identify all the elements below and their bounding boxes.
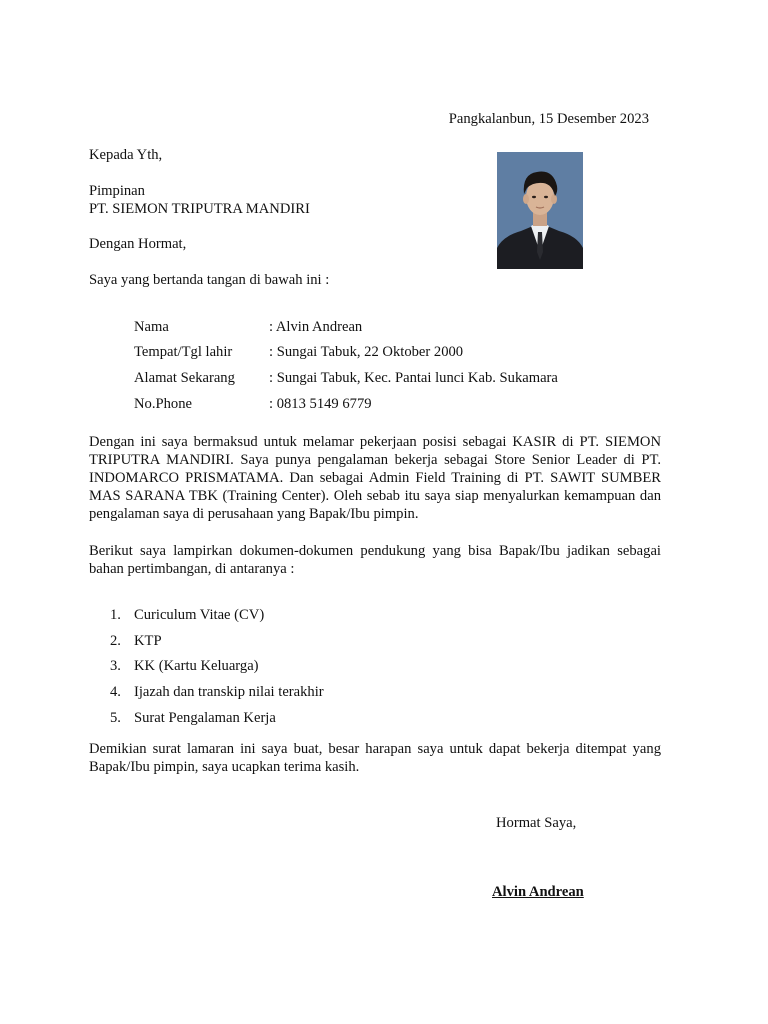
detail-row-address [134,365,558,391]
list-text: Ijazah dan transkip nilai terakhir [134,684,324,701]
detail-value: : 0813 5149 6779 [269,395,372,412]
detail-row-name [134,314,558,340]
applicant-photo [497,152,583,269]
salutation-to: Kepada Yth, [89,147,163,163]
detail-label: Alamat Sekarang [134,369,235,386]
detail-label: Tempat/Tgl lahir [134,344,233,361]
list-item [110,654,324,680]
recipient-company: PT. SIEMON TRIPUTRA MANDIRI [89,201,310,217]
list-item [110,679,324,705]
list-text: Curiculum Vitae (CV) [134,606,265,623]
recipient-title: Pimpinan [89,183,145,199]
list-item [110,602,324,628]
list-number: 1. [110,606,121,623]
list-item [110,628,324,654]
detail-value: : Sungai Tabuk, Kec. Pantai lunci Kab. Sukamara [269,369,558,386]
greeting: Dengan Hormat, [89,236,187,252]
detail-value: : Alvin Andrean [269,318,363,335]
closing-line: Hormat Saya, [496,815,577,831]
intro-line: Saya yang bertanda tangan di bawah ini : [89,272,330,288]
place-date: Pangkalanbun, 15 Desember 2023 [448,111,649,127]
detail-label: No.Phone [134,395,192,412]
portrait-illustration [497,152,583,269]
list-number: 2. [110,632,121,649]
list-item [110,705,324,731]
list-text: KK (Kartu Keluarga) [134,658,259,675]
list-number: 5. [110,710,121,727]
paragraph-application: Dengan ini saya bermaksud untuk melamar pekerjaan posisi sebagai KASIR di PT. SIEMON TRIPUTRA MANDIRI. Saya punya pengalaman bekerja sebagai Store Senior Leader di PT. INDOMARCO PRISMATAMA. Dan sebagai Admin Field Training di PT. SAWIT SUMBER MAS SARANA TBK (Training Center). Oleh sebab itu saya siap menyalurkan kemampuan dan pengalaman saya di perusahaan yang Bapak/Ibu pimpin. [89,434,661,522]
list-text: Surat Pengalaman Kerja [134,710,276,727]
paragraph-attachments-intro: Berikut saya lampirkan dokumen-dokumen pendukung yang bisa Bapak/Ibu jadikan sebagai bahan pertimbangan, di antaranya : [89,543,661,577]
detail-label: Nama [134,318,169,335]
paragraph-closing: Demikian surat lamaran ini saya buat, besar harapan saya untuk dapat bekerja ditempat yang Bapak/Ibu pimpin, saya ucapkan terima kasih. [89,741,661,775]
list-text: KTP [134,632,162,649]
detail-row-birth [134,340,558,366]
signer-name: Alvin Andrean [492,884,584,900]
attachment-list [110,602,324,731]
detail-value: : Sungai Tabuk, 22 Oktober 2000 [269,344,464,361]
list-number: 3. [110,658,121,675]
list-number: 4. [110,684,121,701]
applicant-details [134,314,558,416]
detail-row-phone [134,391,558,417]
